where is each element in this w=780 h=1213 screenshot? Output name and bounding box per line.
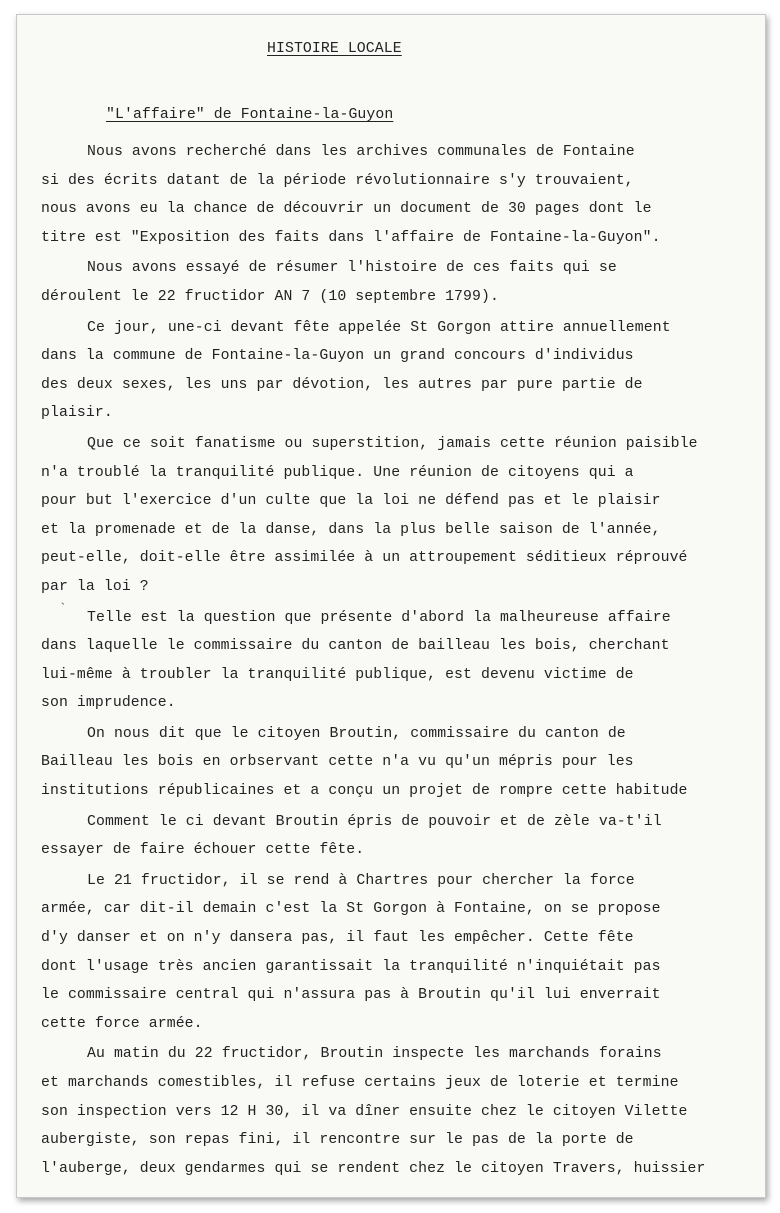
paragraph-line: dans la commune de Fontaine-la-Guyon un grand concours d'individus <box>41 348 634 365</box>
paragraph-line: Telle est la question que présente d'abord la malheureuse affaire <box>87 609 671 626</box>
paragraph-line: pour but l'exercice d'un culte que la loi ne défend pas et le plaisir <box>41 493 661 510</box>
paragraph-line: nous avons eu la chance de découvrir un document de 30 pages dont le <box>41 201 652 218</box>
paragraph-line: par la loi ? <box>41 578 149 595</box>
paragraph-line: Bailleau les bois en orbservant cette n'a vu qu'un mépris pour les <box>41 754 634 771</box>
paragraph-line: essayer de faire échouer cette fête. <box>41 842 365 859</box>
paragraph-line: plaisir. <box>41 405 113 422</box>
paragraph-line: et marchands comestibles, il refuse certains jeux de loterie et termine <box>41 1075 679 1091</box>
paragraph-line: Nous avons essayé de résumer l'histoire de ces faits qui se <box>87 260 617 277</box>
paragraph-line: Que ce soit fanatisme ou superstition, jamais cette réunion paisible <box>87 435 698 452</box>
paragraph-line: lui-même à troubler la tranquilité publique, est devenu victime de <box>41 666 634 683</box>
paragraph-line: Ce jour, une-ci devant fête appelée St Gorgon attire annuellement <box>87 319 671 336</box>
paragraph-line: son inspection vers 12 H 30, il va dîner ensuite chez le citoyen Vilette <box>41 1103 688 1120</box>
document-content <box>17 15 765 1197</box>
article-body <box>41 138 761 1185</box>
paragraph-line: institutions républicaines et a conçu un projet de rompre cette habitude <box>41 783 688 800</box>
paragraph-line: le commissaire central qui n'assura pas à Broutin qu'il lui enverrait <box>41 987 661 1004</box>
paragraph-line: des deux sexes, les uns par dévotion, les autres par pure partie de <box>41 376 643 393</box>
stray-mark: ` <box>59 601 67 616</box>
paragraph-line: Nous avons recherché dans les archives communales de Fontaine <box>87 144 635 160</box>
paragraph-line: et la promenade et de la danse, dans la plus belle saison de l'année, <box>41 521 661 538</box>
paragraph-line: Comment le ci devant Broutin épris de pouvoir et de zèle va-t'il <box>87 813 662 830</box>
document-page <box>16 14 766 1198</box>
paragraph-line: son imprudence. <box>41 695 176 712</box>
paragraph-line: armée, car dit-il demain c'est la St Gorgon à Fontaine, on se propose <box>41 901 661 918</box>
paragraph-line: déroulent le 22 fructidor AN 7 (10 septembre 1799). <box>41 288 499 305</box>
paragraph-line: n'a troublé la tranquilité publique. Une réunion de citoyens qui a <box>41 464 634 481</box>
paragraph-line: peut-elle, doit-elle être assimilée à un attroupement séditieux réprouvé <box>41 550 688 567</box>
paragraph-line: si des écrits datant de la période révolutionnaire s'y trouvaient, <box>41 172 634 189</box>
paragraph-line: d'y danser et on n'y dansera pas, il faut les empêcher. Cette fête <box>41 930 634 947</box>
paragraph-line: titre est "Exposition des faits dans l'affaire de Fontaine-la-Guyon". <box>41 229 661 246</box>
paragraph-line: dont l'usage très ancien garantissait la tranquilité n'inquiétait pas <box>41 958 661 975</box>
paragraph-line: Au matin du 22 fructidor, Broutin inspecte les marchands forains <box>87 1046 662 1063</box>
paragraph-line: Le 21 fructidor, il se rend à Chartres pour chercher la force <box>87 872 635 889</box>
article-title: "L'affaire" de Fontaine-la-Guyon <box>106 107 394 123</box>
section-title: HISTOIRE LOCALE <box>267 41 402 57</box>
paragraph-line: On nous dit que le citoyen Broutin, commissaire du canton de <box>87 725 626 742</box>
paragraph-line: l'auberge, deux gendarmes qui se rendent chez le citoyen Travers, huissier <box>41 1160 706 1177</box>
paragraph-line: cette force armée. <box>41 1015 203 1032</box>
paragraph-line: aubergiste, son repas fini, il rencontre sur le pas de la porte de <box>41 1132 634 1149</box>
paragraph-line: dans laquelle le commissaire du canton de bailleau les bois, cherchant <box>41 638 670 655</box>
